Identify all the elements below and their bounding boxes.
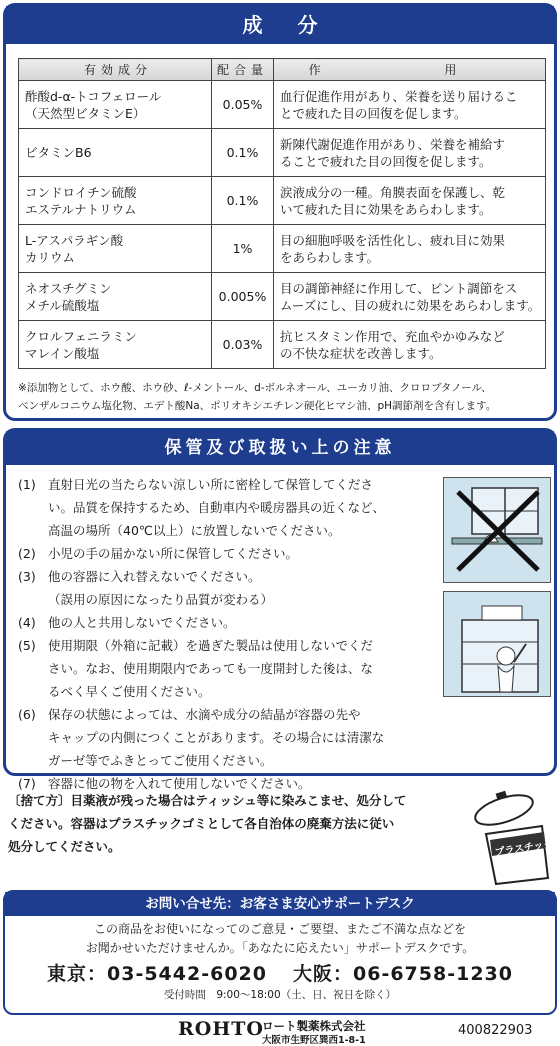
list-item: (2) 小児の手の届かない所に保管してください。 <box>18 546 299 561</box>
product-code: 400822903 <box>458 1023 533 1038</box>
table-row <box>19 273 546 321</box>
ingredients-table <box>18 58 546 369</box>
ingredient-effect: 目の細胞呼吸を活性化し、疲れ目に効果 をあらわします。 <box>274 225 546 273</box>
osaka-phone: 大阪：06-6758-1230 <box>293 963 513 985</box>
ingredient-name: L-アスパラギン酸 カリウム <box>19 225 212 273</box>
ingredient-effect: 抗ヒスタミン作用で、充血やかゆみなど の不快な症状を改善します。 <box>274 321 546 369</box>
no-sunlight-illustration <box>443 477 551 583</box>
ingredient-name: ビタミンB6 <box>19 129 212 177</box>
storage-list <box>18 473 436 795</box>
window-sun-crossed-icon <box>444 478 550 582</box>
disposal-instructions: 〔捨て方〕目薬液が残った場合はティッシュ等に染みこませ、処分して ください。容器はプラスチックゴミとして各自治体の廃棄方法に従い 処分してください。 <box>8 793 407 854</box>
contact-info: この商品をお使いになってのご意見・ご要望、またご不満な点などを お聞かせいただけませんか。「あなたに応えたい」サポートデスクです。 <box>85 922 475 955</box>
ingredients-header-row <box>19 59 546 81</box>
tokyo-phone: 東京：03-5442-6020 <box>47 963 267 985</box>
header-ingredient: 有効成分 <box>19 59 212 81</box>
ingredient-amount: 1% <box>212 225 274 273</box>
ingredient-amount: 0.05% <box>212 81 274 129</box>
table-row <box>19 81 546 129</box>
ingredients-section <box>3 3 557 421</box>
plastic-bin-icon <box>470 786 554 886</box>
list-item: (6) 保存の状態によっては、水滴や成分の結晶が容器の先や キャップの内側につくことがあります。その場合には清潔な ガーゼ等でふきとってご使用ください。 <box>18 707 385 768</box>
list-item: (4) 他の人と共用しないでください。 <box>18 615 236 630</box>
business-hours: 受付時間 9:00～18:00（土、日、祝日を除く） <box>163 989 397 1001</box>
contact-title: お問い合せ先：お客さま安心サポートデスク <box>5 892 555 916</box>
table-row <box>19 321 546 369</box>
ingredient-effect: 涙液成分の一種。角膜表面を保護し、乾 いて疲れた目に効果をあらわします。 <box>274 177 546 225</box>
child-cabinet-icon <box>444 592 550 696</box>
phone-numbers <box>5 959 555 986</box>
storage-section <box>3 428 557 791</box>
ingredient-name: クロルフェニラミン マレイン酸塩 <box>19 321 212 369</box>
storage-title: 保管及び取扱い上の注意 <box>6 431 554 465</box>
contact-section <box>3 890 557 1015</box>
company-name: ロート製薬株式会社 <box>262 1019 366 1033</box>
list-item: (5) 使用期限（外箱に記載）を過ぎた製品は使用しないでくだ さい。なお、使用期限内であっても一度開封した後は、な るべく早くご使用ください。 <box>18 638 374 699</box>
ingredients-title: 成 分 <box>6 6 554 44</box>
ingredient-amount: 0.005% <box>212 273 274 321</box>
plastic-bin-illustration <box>470 786 554 890</box>
svg-text:プラスチック: プラスチック <box>493 838 555 859</box>
table-row <box>19 177 546 225</box>
ingredient-amount: 0.1% <box>212 177 274 225</box>
header-effect: 作 用 <box>274 59 546 81</box>
ingredient-amount: 0.1% <box>212 129 274 177</box>
ingredient-effect: 目の調節神経に作用して、ピント調節をス ムーズにし、目の疲れに効果をあらわします。 <box>274 273 546 321</box>
list-item: (3) 他の容器に入れ替えないでください。 （誤用の原因になったり品質が変わる） <box>18 569 274 607</box>
ingredient-name: 酢酸d-α-トコフェロール （天然型ビタミンE） <box>19 81 212 129</box>
list-item: (7) 容器に他の物を入れて使用しないでください。 <box>18 776 311 791</box>
header-amount: 配合量 <box>212 59 274 81</box>
ingredient-effect: 新陳代謝促進作用があり、栄養を補給す ることで疲れた目の回復を促します。 <box>274 129 546 177</box>
ingredient-effect: 血行促進作用があり、栄養を送り届けるこ とで疲れた目の回復を促します。 <box>274 81 546 129</box>
ingredient-name: コンドロイチン硫酸 エステルナトリウム <box>19 177 212 225</box>
child-reach-illustration <box>443 591 551 697</box>
company-address: 大阪市生野区巽西1-8-1 <box>262 1035 366 1046</box>
table-row <box>19 129 546 177</box>
rohto-logo: ROHTO <box>178 1018 264 1040</box>
ingredient-name: ネオスチグミン メチル硫酸塩 <box>19 273 212 321</box>
list-item: (1) 直射日光の当たらない涼しい所に密栓して保管してくださ い。品質を保持するため、自動車内や暖房器具の近くなど、 高温の場所（40℃以上）に放置しないでください。 <box>18 477 386 538</box>
ingredient-amount: 0.03% <box>212 321 274 369</box>
table-row <box>19 225 546 273</box>
additives-note: ※添加物として、ホウ酸、ホウ砂、ℓ-メントール、d-ボルネオール、ユーカリ油、クロロブタノール、 ベンザルコニウム塩化物、エデト酸Na、ポリオキシエチレン硬化ヒマシ油、pH調節剤を含有します。 <box>18 382 497 412</box>
